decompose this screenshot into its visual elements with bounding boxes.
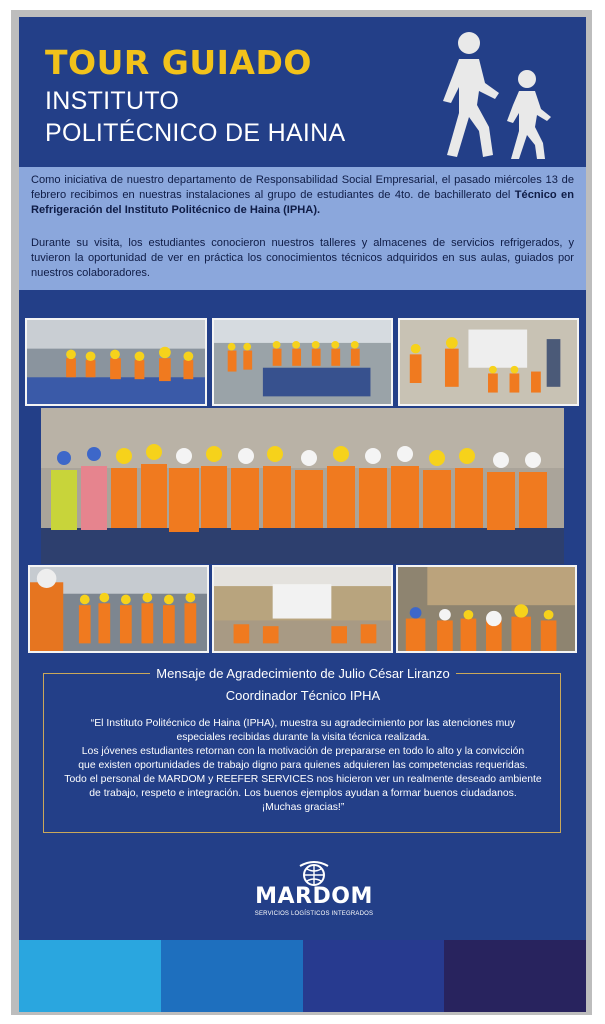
message-title-line1 bbox=[44, 666, 562, 681]
logo-tagline: SERVICIOS LOGÍSTICOS INTEGRADOS bbox=[254, 911, 374, 917]
subtitle-line2: POLITÉCNICO DE HAINA bbox=[45, 119, 346, 147]
quote-line: “El Instituto Politécnico de Haina (IPHA), muestra su agradecimiento por las atenciones muy bbox=[90, 718, 516, 729]
photo-workshop-1 bbox=[25, 318, 207, 406]
intro-band bbox=[19, 167, 586, 290]
band-indigo bbox=[303, 940, 445, 1012]
mardom-logo bbox=[251, 860, 377, 924]
intro-bold-text: Técnico en Refrigeración del Instituto Politécnico de Haina (IPHA). bbox=[31, 188, 574, 216]
subtitle-line1: INSTITUTO bbox=[45, 87, 180, 115]
photo-warehouse bbox=[396, 565, 577, 653]
band-light-blue bbox=[19, 940, 161, 1012]
quote-line: Todo el personal de MARDOM y REEFER SERVICES nos hicieron ver un realmente deseado ambiente bbox=[64, 774, 542, 785]
photo-classroom-2 bbox=[212, 565, 393, 653]
intro-paragraph-1 bbox=[31, 173, 574, 217]
quote-line: de trabajo, respeto e integración. Los buenos ejemplos ayudan a formar buenos ciudadanos. bbox=[89, 788, 517, 799]
intro-paragraph-2: Durante su visita, los estudiantes conocieron nuestros talleres y almacenes de servicios refrigerados, y tuvieron la oportunidad de ver en práctica los conocimientos técnicos adquiridos en sus aulas, guiados por nuestros colaboradores. bbox=[31, 237, 574, 279]
quote-line: especiales recibidas durante la visita técnica realizada. bbox=[176, 732, 430, 743]
photo-classroom-1 bbox=[398, 318, 579, 406]
quote-line: Los jóvenes estudiantes retornan con la motivación de prepararse en todo lo alto y la convicción bbox=[81, 746, 525, 757]
intro-text: Como iniciativa de nuestro departamento de Responsabilidad Social Empresarial, el pasado miércoles 13 de febrero recibimos en nuestras instalaciones al grupo de estudiantes de 4to. de bachillerato del bbox=[31, 174, 574, 201]
photo-group bbox=[41, 408, 564, 564]
photo-workshop-2 bbox=[212, 318, 393, 406]
quote-text bbox=[54, 717, 552, 815]
poster bbox=[19, 17, 586, 1012]
quote-line: que existen oportunidades de trabajo digno para quienes adquieren las competencias requeridas. bbox=[78, 760, 528, 771]
band-navy bbox=[444, 940, 586, 1012]
message-box bbox=[43, 666, 561, 833]
message-title-line2: Coordinador Técnico IPHA bbox=[225, 688, 381, 703]
header bbox=[19, 17, 586, 167]
logo-name: MARDOM bbox=[255, 884, 373, 909]
globe-icon bbox=[296, 860, 332, 886]
photo-workshop-3 bbox=[28, 565, 209, 653]
page-title: TOUR GUIADO bbox=[45, 43, 312, 82]
band-blue bbox=[161, 940, 303, 1012]
walking-people-icon bbox=[423, 31, 563, 161]
message-title-text: Mensaje de Agradecimiento de Julio César Liranzo bbox=[150, 666, 455, 681]
quote-line: ¡Muchas gracias!” bbox=[261, 802, 345, 813]
color-bands bbox=[19, 940, 586, 1012]
